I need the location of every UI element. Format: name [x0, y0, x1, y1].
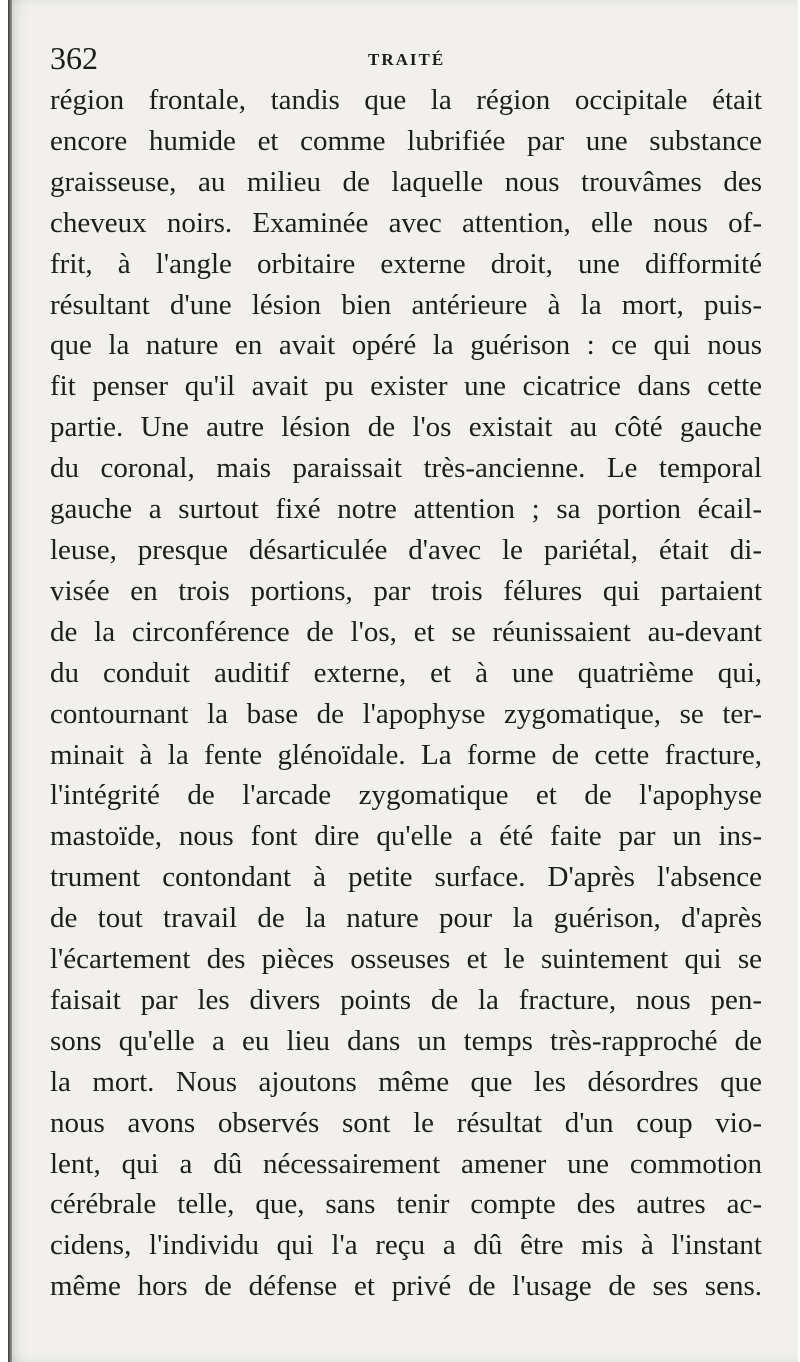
text-line-16: contournant la base de l'apophyse zygomatique, se ter- [50, 697, 762, 730]
text-line-23: faisait par les divers points de la fracture, nous pen- [50, 983, 762, 1016]
text-line-2: encore humide et comme lubrifiée par une substance [50, 124, 762, 157]
text-line-18: l'intégrité de l'arcade zygomatique et de l'apophyse [50, 779, 762, 812]
text-line-19: mastoïde, nous font dire qu'elle a été faite par un ins- [50, 820, 762, 853]
text-line-24: sons qu'elle a eu lieu dans un temps très-rapproché de [50, 1024, 762, 1057]
text-line-12: leuse, presque désarticulée d'avec le pariétal, était di- [50, 533, 762, 566]
text-line-7: que la nature en avait opéré la guérison : ce qui nous [50, 329, 762, 362]
text-line-1: région frontale, tandis que la région occipitale était [50, 84, 762, 116]
text-line-21: de tout travail de la nature pour la guérison, d'après [50, 902, 762, 935]
text-line-6: résultant d'une lésion bien antérieure à la mort, puis- [50, 288, 762, 321]
text-line-22: l'écartement des pièces osseuses et le suintement qui se [50, 943, 762, 976]
text-line-29: cidens, l'individu qui l'a reçu a dû être mis à l'instant [50, 1229, 762, 1262]
page-number: 362 [50, 40, 98, 76]
text-line-14: de la circonférence de l'os, et se réunissaient au-devant [50, 615, 762, 648]
text-line-26: nous avons observés sont le résultat d'un coup vio- [50, 1106, 762, 1139]
text-line-8: fit penser qu'il avait pu exister une cicatrice dans cette [50, 370, 762, 403]
text-line-15: du conduit auditif externe, et à une quatrième qui, [50, 656, 762, 689]
text-line-10: du coronal, mais paraissait très-ancienne. Le temporal [50, 452, 762, 485]
text-line-11: gauche a surtout fixé notre attention ; sa portion écail- [50, 493, 762, 526]
page-header [50, 40, 758, 80]
book-page [8, 0, 798, 1362]
running-head: TRAITÉ [368, 50, 446, 69]
body-text [50, 80, 762, 1307]
text-line-13: visée en trois portions, par trois félures qui partaient [50, 574, 762, 607]
text-line-28: cérébrale telle, que, sans tenir compte des autres ac- [50, 1188, 762, 1221]
text-line-4: cheveux noirs. Examinée avec attention, elle nous of- [50, 206, 762, 239]
text-line-27: lent, qui a dû nécessairement amener une commotion [50, 1147, 762, 1180]
text-line-20: trument contondant à petite surface. D'après l'absence [50, 861, 762, 894]
text-line-25: la mort. Nous ajoutons même que les désordres que [50, 1065, 762, 1098]
text-line-9: partie. Une autre lésion de l'os existait au côté gauche [50, 411, 762, 444]
text-line-17: minait à la fente glénoïdale. La forme de cette fracture, [50, 738, 762, 771]
text-line-5: frit, à l'angle orbitaire externe droit, une difformité [50, 247, 762, 280]
text-line-3: graisseuse, au milieu de laquelle nous trouvâmes des [50, 165, 762, 198]
text-line-30: même hors de défense et privé de l'usage de ses sens. [50, 1270, 762, 1303]
